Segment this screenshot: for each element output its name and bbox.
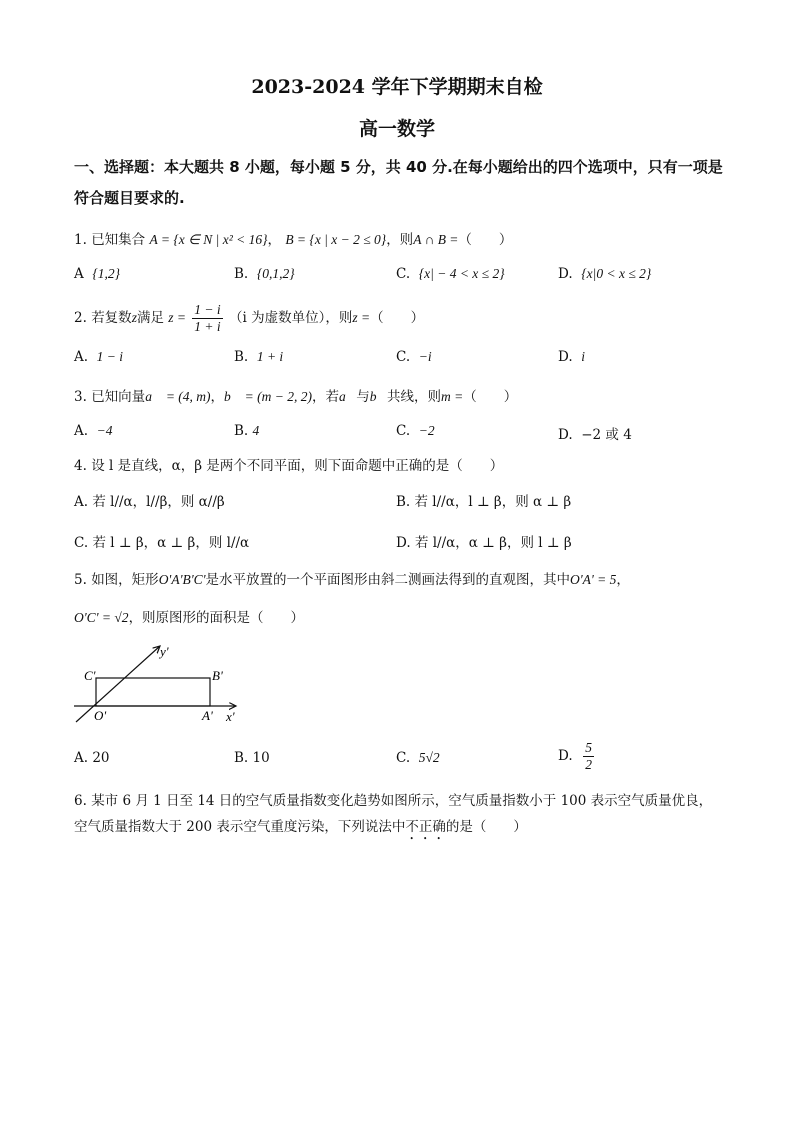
option-d bbox=[558, 266, 651, 282]
option-b bbox=[234, 750, 270, 766]
option-c bbox=[396, 423, 435, 439]
question-text: 共线，则 bbox=[387, 389, 442, 405]
y-axis bbox=[76, 646, 160, 722]
expression: z = bbox=[168, 310, 186, 325]
option-text: −2 或 4 bbox=[581, 427, 632, 443]
option-label: C. bbox=[396, 750, 411, 766]
option-label: D. bbox=[558, 748, 573, 764]
question-text: 与 bbox=[356, 389, 370, 405]
question-number: 6. bbox=[74, 793, 87, 809]
question-number: 2. bbox=[74, 310, 87, 326]
question-text: 的是（ ） bbox=[445, 819, 527, 835]
option-c bbox=[396, 750, 440, 766]
option-text: 1 + i bbox=[256, 349, 284, 364]
question-text: （i 为虚数单位），则 bbox=[228, 310, 353, 326]
fraction-numerator: 5 bbox=[585, 740, 592, 755]
question-2 bbox=[74, 302, 424, 335]
option-b bbox=[234, 349, 283, 365]
oblique-figure bbox=[66, 640, 256, 730]
question-5 bbox=[74, 568, 630, 588]
question-number: 1. bbox=[74, 232, 87, 248]
label-c: C' bbox=[84, 668, 96, 683]
option-label: C. bbox=[396, 423, 411, 439]
option-text: 若 l//α，α ⊥ β，则 l ⊥ β bbox=[414, 535, 572, 551]
question-text: 某市 6 月 1 日至 14 日的空气质量指数变化趋势如图所示，空气质量指数小于 100 表示空气质量优良， bbox=[91, 793, 713, 809]
option-label: B. bbox=[396, 494, 411, 510]
option-b bbox=[234, 266, 295, 282]
exam-subtitle: 高一数学 bbox=[358, 118, 435, 140]
option-label: B. bbox=[234, 266, 249, 282]
question-text: 已知集合 bbox=[91, 232, 146, 248]
option-text: 若 l//α，l ⊥ β，则 α ⊥ β bbox=[414, 494, 572, 510]
fraction bbox=[583, 740, 594, 773]
question-text: ，则原图形的面积是（ ） bbox=[128, 610, 305, 626]
answer-blank: （ ） bbox=[458, 232, 513, 248]
option-a bbox=[74, 266, 120, 282]
answer-blank: （ ） bbox=[370, 310, 425, 326]
label-o: O' bbox=[94, 708, 107, 723]
question-text: 满足 bbox=[136, 310, 164, 326]
question-1 bbox=[74, 228, 512, 248]
option-text: −4 bbox=[96, 423, 113, 438]
option-d bbox=[558, 423, 632, 443]
question-number: 4. bbox=[74, 458, 87, 474]
option-label: C. bbox=[74, 535, 89, 551]
question-text: ， bbox=[267, 232, 282, 248]
option-text: {x|0 < x ≤ 2} bbox=[581, 266, 652, 281]
option-text: −2 bbox=[418, 423, 435, 438]
question-text: ， bbox=[616, 572, 630, 588]
option-text: 若 l//α，l//β，则 α//β bbox=[92, 494, 225, 510]
question-number: 3. bbox=[74, 389, 87, 405]
label-y: y' bbox=[160, 644, 169, 659]
label-x: x' bbox=[226, 709, 235, 724]
fraction-denominator: 1 + i bbox=[194, 319, 221, 334]
option-b bbox=[396, 490, 571, 510]
set-a: A = {x ∈ N | x² < 16} bbox=[149, 232, 268, 247]
option-label: A. bbox=[74, 750, 89, 766]
question-text: 已知向量 bbox=[91, 389, 146, 405]
option-label: A. bbox=[74, 423, 89, 439]
option-label: D. bbox=[558, 427, 573, 443]
question-text: ，则 bbox=[386, 232, 414, 248]
set-b: B = {x | x − 2 ≤ 0} bbox=[285, 232, 387, 247]
option-label: B. bbox=[234, 349, 249, 365]
option-d bbox=[558, 349, 585, 365]
option-text: 1 − i bbox=[96, 349, 124, 364]
section-heading: 一、选择题：本大题共 8 小题，每小题 5 分，共 40 分.在每小题给出的四个选项中，只有一项是符合题目要求的. bbox=[74, 158, 723, 207]
expression: z = bbox=[352, 310, 371, 325]
exam-title: 2023-2024 学年下学期期末自检 bbox=[251, 76, 543, 98]
question-number: 5. bbox=[74, 572, 87, 588]
question-4 bbox=[74, 454, 503, 474]
option-text: {0,1,2} bbox=[256, 266, 295, 281]
expression: m = bbox=[441, 389, 464, 404]
option-text: 10 bbox=[252, 750, 270, 766]
expression: O'C' = √2 bbox=[74, 610, 129, 625]
option-a bbox=[74, 349, 123, 365]
label-b: B' bbox=[212, 668, 223, 683]
emphasis-text: 不正确 bbox=[405, 819, 446, 835]
label-a: A' bbox=[202, 708, 213, 723]
option-text: i bbox=[581, 349, 585, 364]
option-label: C. bbox=[396, 349, 411, 365]
option-label: D. bbox=[558, 266, 573, 282]
question-text: 设 l 是直线，α，β 是两个不同平面，则下面命题中正确的是（ ） bbox=[91, 458, 504, 474]
option-label: B. bbox=[234, 423, 249, 439]
option-c bbox=[396, 349, 432, 365]
variable: z bbox=[131, 310, 137, 325]
option-text: {1,2} bbox=[92, 266, 121, 281]
option-text: {x| − 4 < x ≤ 2} bbox=[418, 266, 505, 281]
option-label: A bbox=[74, 266, 84, 282]
vector-b: b⃗ = (m − 2, 2) bbox=[224, 389, 313, 404]
rectangle-name: O'A'B'C' bbox=[158, 572, 206, 587]
option-label: B. bbox=[234, 750, 249, 766]
option-c bbox=[74, 531, 249, 551]
answer-blank: （ ） bbox=[463, 389, 518, 405]
option-label: A. bbox=[74, 494, 89, 510]
fraction-numerator: 1 − i bbox=[194, 302, 221, 317]
option-a bbox=[74, 490, 225, 510]
option-label: D. bbox=[396, 535, 411, 551]
option-label: A. bbox=[74, 349, 89, 365]
option-a bbox=[74, 750, 110, 766]
option-text: 4 bbox=[252, 423, 260, 438]
option-b bbox=[234, 423, 259, 439]
vector-symbol: b⃗ bbox=[369, 389, 388, 404]
fraction bbox=[192, 302, 222, 335]
option-text: 若 l ⊥ β，α ⊥ β，则 l//α bbox=[92, 535, 250, 551]
option-a bbox=[74, 423, 113, 439]
question-text: 若复数 bbox=[91, 310, 132, 326]
option-c bbox=[396, 266, 505, 282]
option-d bbox=[558, 740, 596, 773]
vector-symbol: a⃗ bbox=[339, 389, 357, 404]
rectangle bbox=[96, 678, 210, 706]
vector-a: a⃗ = (4, m) bbox=[145, 389, 211, 404]
option-label: D. bbox=[558, 349, 573, 365]
question-text: 空气质量指数大于 200 表示空气重度污染，下列说法中 bbox=[74, 819, 406, 835]
question-3: 3. 已知向量a⃗ = (4, m)，b⃗ = (m − 2, 2)，若a⃗与b⃗共线，则m =（ ） bbox=[74, 389, 518, 405]
question-6-cont bbox=[74, 815, 527, 843]
expression: A ∩ B = bbox=[413, 232, 459, 247]
option-label: C. bbox=[396, 266, 411, 282]
option-text: 20 bbox=[92, 750, 110, 766]
option-d bbox=[396, 531, 572, 551]
question-text: 如图，矩形 bbox=[91, 572, 159, 588]
question-5-cont bbox=[74, 606, 304, 626]
question-text: ，若 bbox=[312, 389, 340, 405]
question-6 bbox=[74, 789, 712, 809]
expression: O'A' = 5 bbox=[569, 572, 617, 587]
option-text: −i bbox=[418, 349, 432, 364]
option-text: 5√2 bbox=[418, 750, 440, 765]
question-text: 是水平放置的一个平面图形由斜二测画法得到的直观图，其中 bbox=[205, 572, 570, 588]
fraction-denominator: 2 bbox=[585, 757, 592, 772]
